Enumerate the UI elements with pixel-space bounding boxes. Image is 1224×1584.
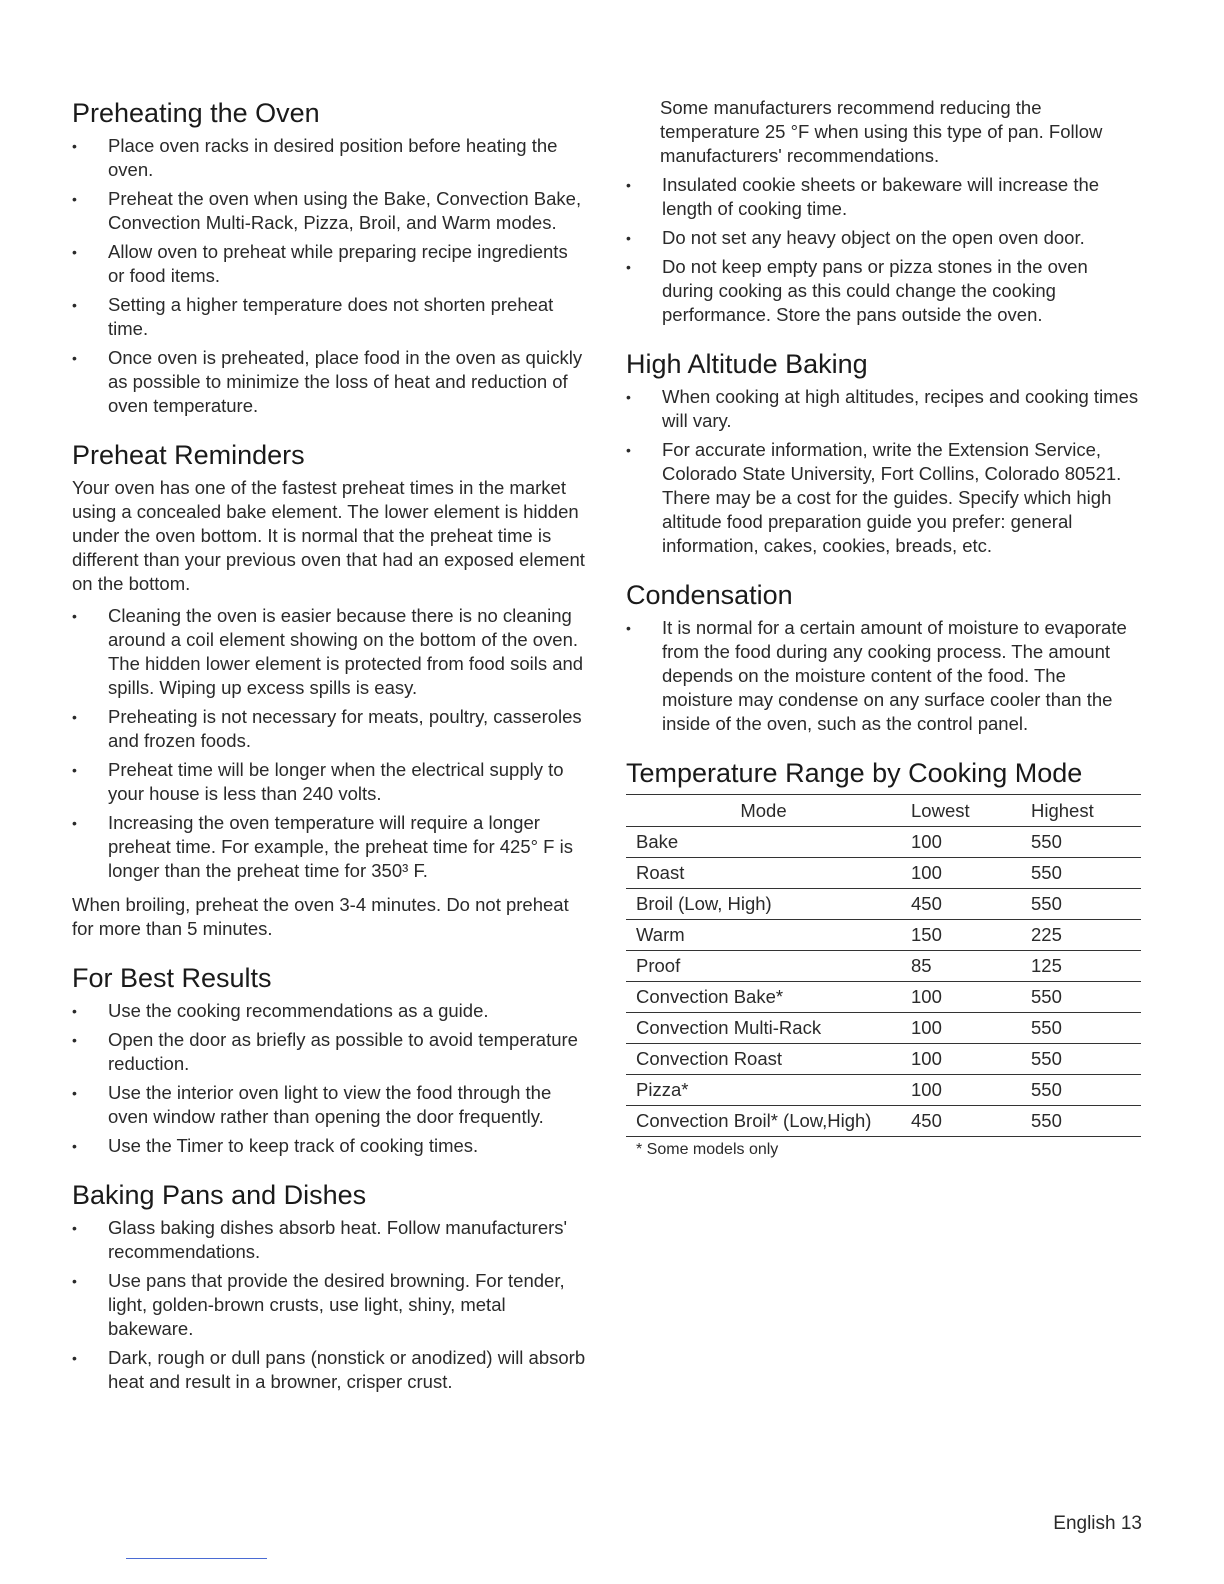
- list-item: • Do not keep empty pans or pizza stones in the oven during cooking as this could change the cooking performance. Store the pans outside the oven.: [626, 255, 1141, 327]
- list-item: • Cleaning the oven is easier because there is no cleaning around a coil element showing on the bottom of the oven. The hidden lower element is protected from food soils and spills. Wiping up excess spills is easy.: [72, 604, 587, 700]
- section-best-results: [72, 961, 587, 1158]
- cell-mode: Convection Bake*: [626, 982, 901, 1013]
- cell-lowest: 100: [901, 982, 1021, 1013]
- cell-mode: Convection Multi-Rack: [626, 1013, 901, 1044]
- table-row: [626, 1106, 1141, 1137]
- cell-mode: Convection Broil* (Low,High): [626, 1106, 901, 1137]
- table-row: [626, 1013, 1141, 1044]
- list-item: • Preheating is not necessary for meats, poultry, casseroles and frozen foods.: [72, 705, 587, 753]
- cell-highest: 125: [1021, 951, 1141, 982]
- column-header-lowest: Lowest: [901, 795, 1021, 827]
- table-row: [626, 827, 1141, 858]
- list-preheating: [72, 134, 587, 418]
- cell-lowest: 100: [901, 1013, 1021, 1044]
- list-item: • Setting a higher temperature does not shorten preheat time.: [72, 293, 587, 341]
- cell-lowest: 450: [901, 889, 1021, 920]
- list-item: • Open the door as briefly as possible to avoid temperature reduction.: [72, 1028, 587, 1076]
- table-row: [626, 1044, 1141, 1075]
- cell-mode: Broil (Low, High): [626, 889, 901, 920]
- table-footnote: * Some models only: [636, 1141, 779, 1158]
- list-item: • Do not set any heavy object on the open oven door.: [626, 226, 1141, 250]
- section-baking-pans: [72, 1178, 587, 1394]
- cell-highest: 550: [1021, 1044, 1141, 1075]
- heading-preheating: Preheating the Oven: [72, 98, 320, 128]
- section-preheating: [72, 96, 587, 418]
- cell-mode: Roast: [626, 858, 901, 889]
- heading-baking-pans: Baking Pans and Dishes: [72, 1180, 367, 1210]
- heading-best-results: For Best Results: [72, 963, 272, 993]
- list-pans-continued: [626, 173, 1141, 327]
- list-item: • It is normal for a certain amount of moisture to evaporate from the food during any cooking process. The amount depends on the moisture content of the food. The moisture may condense on any surface cooler than the inside of the oven, such as the control panel.: [626, 616, 1141, 736]
- section-condensation: [626, 578, 1141, 736]
- list-item: • Use pans that provide the desired browning. For tender, light, golden-brown crusts, use light, shiny, metal bakeware.: [72, 1269, 587, 1341]
- section-pans-continued: [626, 96, 1141, 327]
- page-number: English 13: [1053, 1513, 1142, 1534]
- heading-high-altitude: High Altitude Baking: [626, 349, 868, 379]
- cell-highest: 550: [1021, 1106, 1141, 1137]
- list-item: • Preheat the oven when using the Bake, Convection Bake, Convection Multi-Rack, Pizza, Broil, and Warm modes.: [72, 187, 587, 235]
- list-best-results: [72, 999, 587, 1158]
- left-column: [72, 96, 587, 1414]
- cell-mode: Convection Roast: [626, 1044, 901, 1075]
- cell-lowest: 450: [901, 1106, 1021, 1137]
- list-item: • When cooking at high altitudes, recipes and cooking times will vary.: [626, 385, 1141, 433]
- table-row: [626, 982, 1141, 1013]
- cell-mode: Bake: [626, 827, 901, 858]
- list-item: • Use the Timer to keep track of cooking times.: [72, 1134, 587, 1158]
- list-high-altitude: [626, 385, 1141, 558]
- heading-condensation: Condensation: [626, 580, 793, 610]
- list-baking-pans: [72, 1216, 587, 1394]
- column-header-mode: Mode: [626, 795, 901, 827]
- cell-highest: 550: [1021, 1075, 1141, 1106]
- temperature-table: [626, 794, 1141, 1137]
- column-header-highest: Highest: [1021, 795, 1141, 827]
- cell-lowest: 100: [901, 1075, 1021, 1106]
- paragraph-broiling: When broiling, preheat the oven 3-4 minutes. Do not preheat for more than 5 minutes.: [72, 894, 569, 939]
- table-row: [626, 1075, 1141, 1106]
- section-high-altitude: [626, 347, 1141, 558]
- continued-text: Some manufacturers recommend reducing the temperature 25 °F when using this type of pan. Follow manufacturers' recommendations.: [660, 97, 1103, 166]
- list-item: • Allow oven to preheat while preparing recipe ingredients or food items.: [72, 240, 587, 288]
- list-item: • Preheat time will be longer when the electrical supply to your house is less than 240 volts.: [72, 758, 587, 806]
- cell-lowest: 100: [901, 1044, 1021, 1075]
- list-item: • Dark, rough or dull pans (nonstick or anodized) will absorb heat and result in a browner, crisper crust.: [72, 1346, 587, 1394]
- list-condensation: [626, 616, 1141, 736]
- cell-highest: 550: [1021, 827, 1141, 858]
- table-row: [626, 951, 1141, 982]
- cell-mode: Proof: [626, 951, 901, 982]
- list-item: • For accurate information, write the Extension Service, Colorado State University, Fort Collins, Colorado 80521. There may be a cost for the guides. Specify which high altitude food preparation guide you prefer: general information, cakes, cookies, breads, etc.: [626, 438, 1141, 558]
- cell-lowest: 150: [901, 920, 1021, 951]
- cell-mode: Warm: [626, 920, 901, 951]
- list-item: • Insulated cookie sheets or bakeware will increase the length of cooking time.: [626, 173, 1141, 221]
- cell-highest: 225: [1021, 920, 1141, 951]
- list-item: • Place oven racks in desired position before heating the oven.: [72, 134, 587, 182]
- list-item: • Use the cooking recommendations as a guide.: [72, 999, 587, 1023]
- section-temperature-range: [626, 756, 1141, 1159]
- cell-highest: 550: [1021, 1013, 1141, 1044]
- list-item: • Increasing the oven temperature will require a longer preheat time. For example, the preheat time for 425° F is longer than the preheat time for 350³ F.: [72, 811, 587, 883]
- cell-highest: 550: [1021, 982, 1141, 1013]
- cell-highest: 550: [1021, 889, 1141, 920]
- right-column: [626, 96, 1141, 1179]
- divider: [126, 1558, 267, 1559]
- table-row: [626, 920, 1141, 951]
- table-row: [626, 858, 1141, 889]
- cell-lowest: 85: [901, 951, 1021, 982]
- cell-lowest: 100: [901, 858, 1021, 889]
- list-item: • Once oven is preheated, place food in the oven as quickly as possible to minimize the loss of heat and reduction of oven temperature.: [72, 346, 587, 418]
- heading-preheat-reminders: Preheat Reminders: [72, 440, 305, 470]
- table-row: [626, 889, 1141, 920]
- cell-highest: 550: [1021, 858, 1141, 889]
- table-header-row: [626, 795, 1141, 827]
- cell-mode: Pizza*: [626, 1075, 901, 1106]
- cell-lowest: 100: [901, 827, 1021, 858]
- section-preheat-reminders: [72, 438, 587, 941]
- heading-temperature-range: Temperature Range by Cooking Mode: [626, 758, 1083, 788]
- list-item: • Use the interior oven light to view the food through the oven window rather than opening the door frequently.: [72, 1081, 587, 1129]
- paragraph-intro: Your oven has one of the fastest preheat times in the market using a concealed bake element. The lower element is hidden under the oven bottom. It is normal that the preheat time is different than your previous oven that had an exposed element on the bottom.: [72, 477, 585, 594]
- list-item: • Glass baking dishes absorb heat. Follow manufacturers' recommendations.: [72, 1216, 587, 1264]
- list-reminders: [72, 604, 587, 883]
